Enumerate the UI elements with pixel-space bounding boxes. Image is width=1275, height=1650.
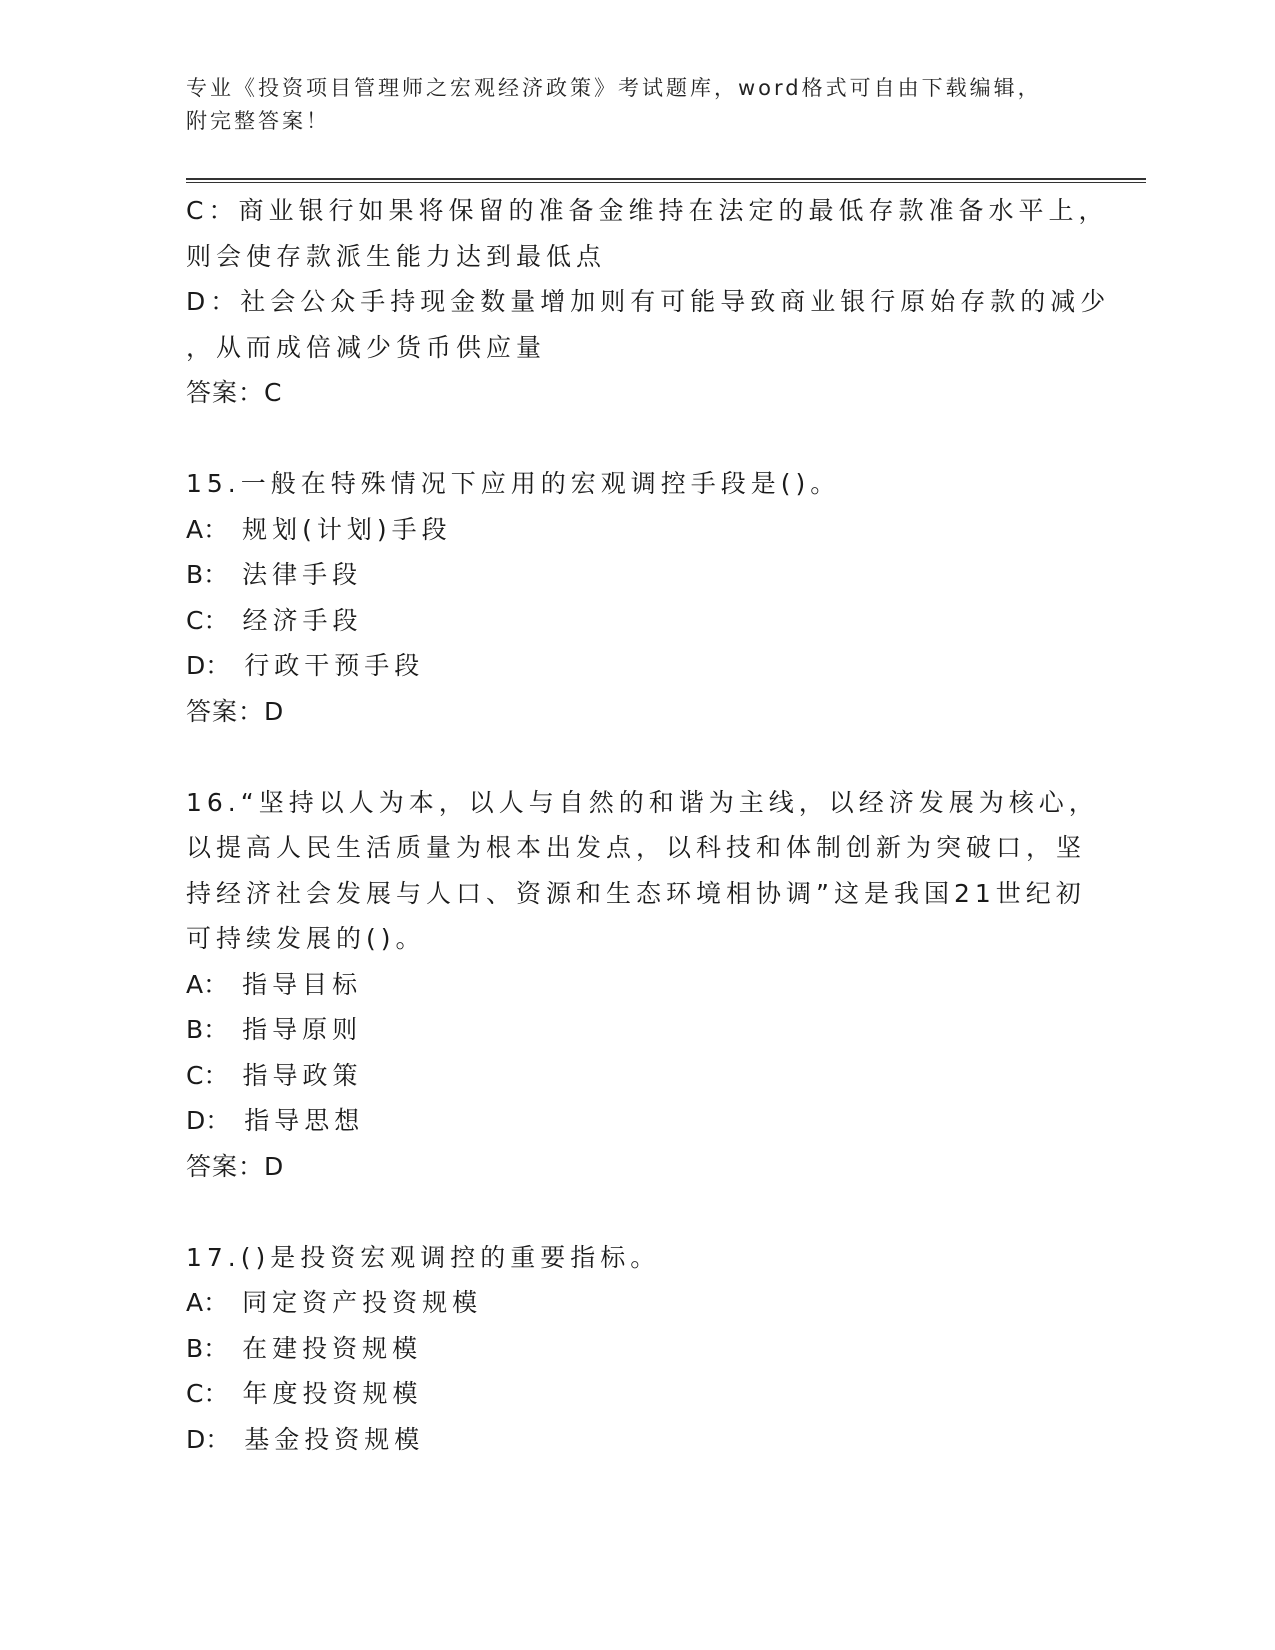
option-c-line-2: 则会使存款派生能力达到最低点 xyxy=(186,241,607,271)
question-stem: 15.一般在特殊情况下应用的宏观调控手段是()。 xyxy=(186,469,841,498)
spacer xyxy=(186,416,1086,462)
option-d: D： 行政干预手段 xyxy=(186,651,425,680)
question-stem-line-2: 以提高人民生活质量为根本出发点，以科技和体制创新为突破口，坚 xyxy=(186,833,1087,862)
question-stem-line-4: 可持续发展的()。 xyxy=(186,924,426,953)
option-c: C： 经济手段 xyxy=(186,605,363,635)
option-a: A： 同定资产投资规模 xyxy=(186,1288,483,1317)
option-c: C： 指导政策 xyxy=(186,1060,363,1090)
option-d-line-1: D：社会公众手持现金数量增加则有可能导致商业银行原始存款的减少 xyxy=(186,287,1111,316)
option-b: B： 指导原则 xyxy=(186,1015,363,1044)
option-d-line-2: ，从而成倍减少货币供应量 xyxy=(186,332,547,362)
option-b: B： 在建投资规模 xyxy=(186,1333,423,1363)
option-a: A： 指导目标 xyxy=(186,969,363,999)
header-line-1: 专业《投资项目管理师之宏观经济政策》考试题库，word格式可自由下载编辑， xyxy=(186,76,1042,100)
option-b: B： 法律手段 xyxy=(186,560,363,589)
answer-14: 答案：C xyxy=(186,378,283,407)
header-line-2: 附完整答案！ xyxy=(186,109,330,133)
question-stem-line-1: 16.“坚持以人为本，以人与自然的和谐为主线，以经济发展为核心， xyxy=(186,787,1099,817)
question-stem-line-3: 持经济社会发展与人口、资源和生态环境相协调”这是我国21世纪初 xyxy=(186,878,1086,908)
question-15 xyxy=(186,461,1086,734)
option-d: D： 基金投资规模 xyxy=(186,1424,425,1454)
spacer xyxy=(186,1189,1086,1235)
question-17 xyxy=(186,1235,1086,1463)
question-14-continued xyxy=(186,188,1111,416)
header-divider xyxy=(186,178,1146,183)
option-c: C： 年度投资规模 xyxy=(186,1379,423,1408)
option-c-line-1: C：商业银行如果将保留的准备金维持在法定的最低存款准备水平上， xyxy=(186,196,1109,225)
question-content xyxy=(186,188,1111,1462)
answer-16: 答案：D xyxy=(186,1151,285,1181)
page-header xyxy=(186,72,1086,138)
option-a: A： 规划(计划)手段 xyxy=(186,514,452,544)
spacer xyxy=(186,734,1086,780)
option-d: D： 指导思想 xyxy=(186,1106,365,1135)
question-16 xyxy=(186,780,1099,1190)
answer-15: 答案：D xyxy=(186,696,285,726)
question-stem: 17.()是投资宏观调控的重要指标。 xyxy=(186,1242,661,1272)
